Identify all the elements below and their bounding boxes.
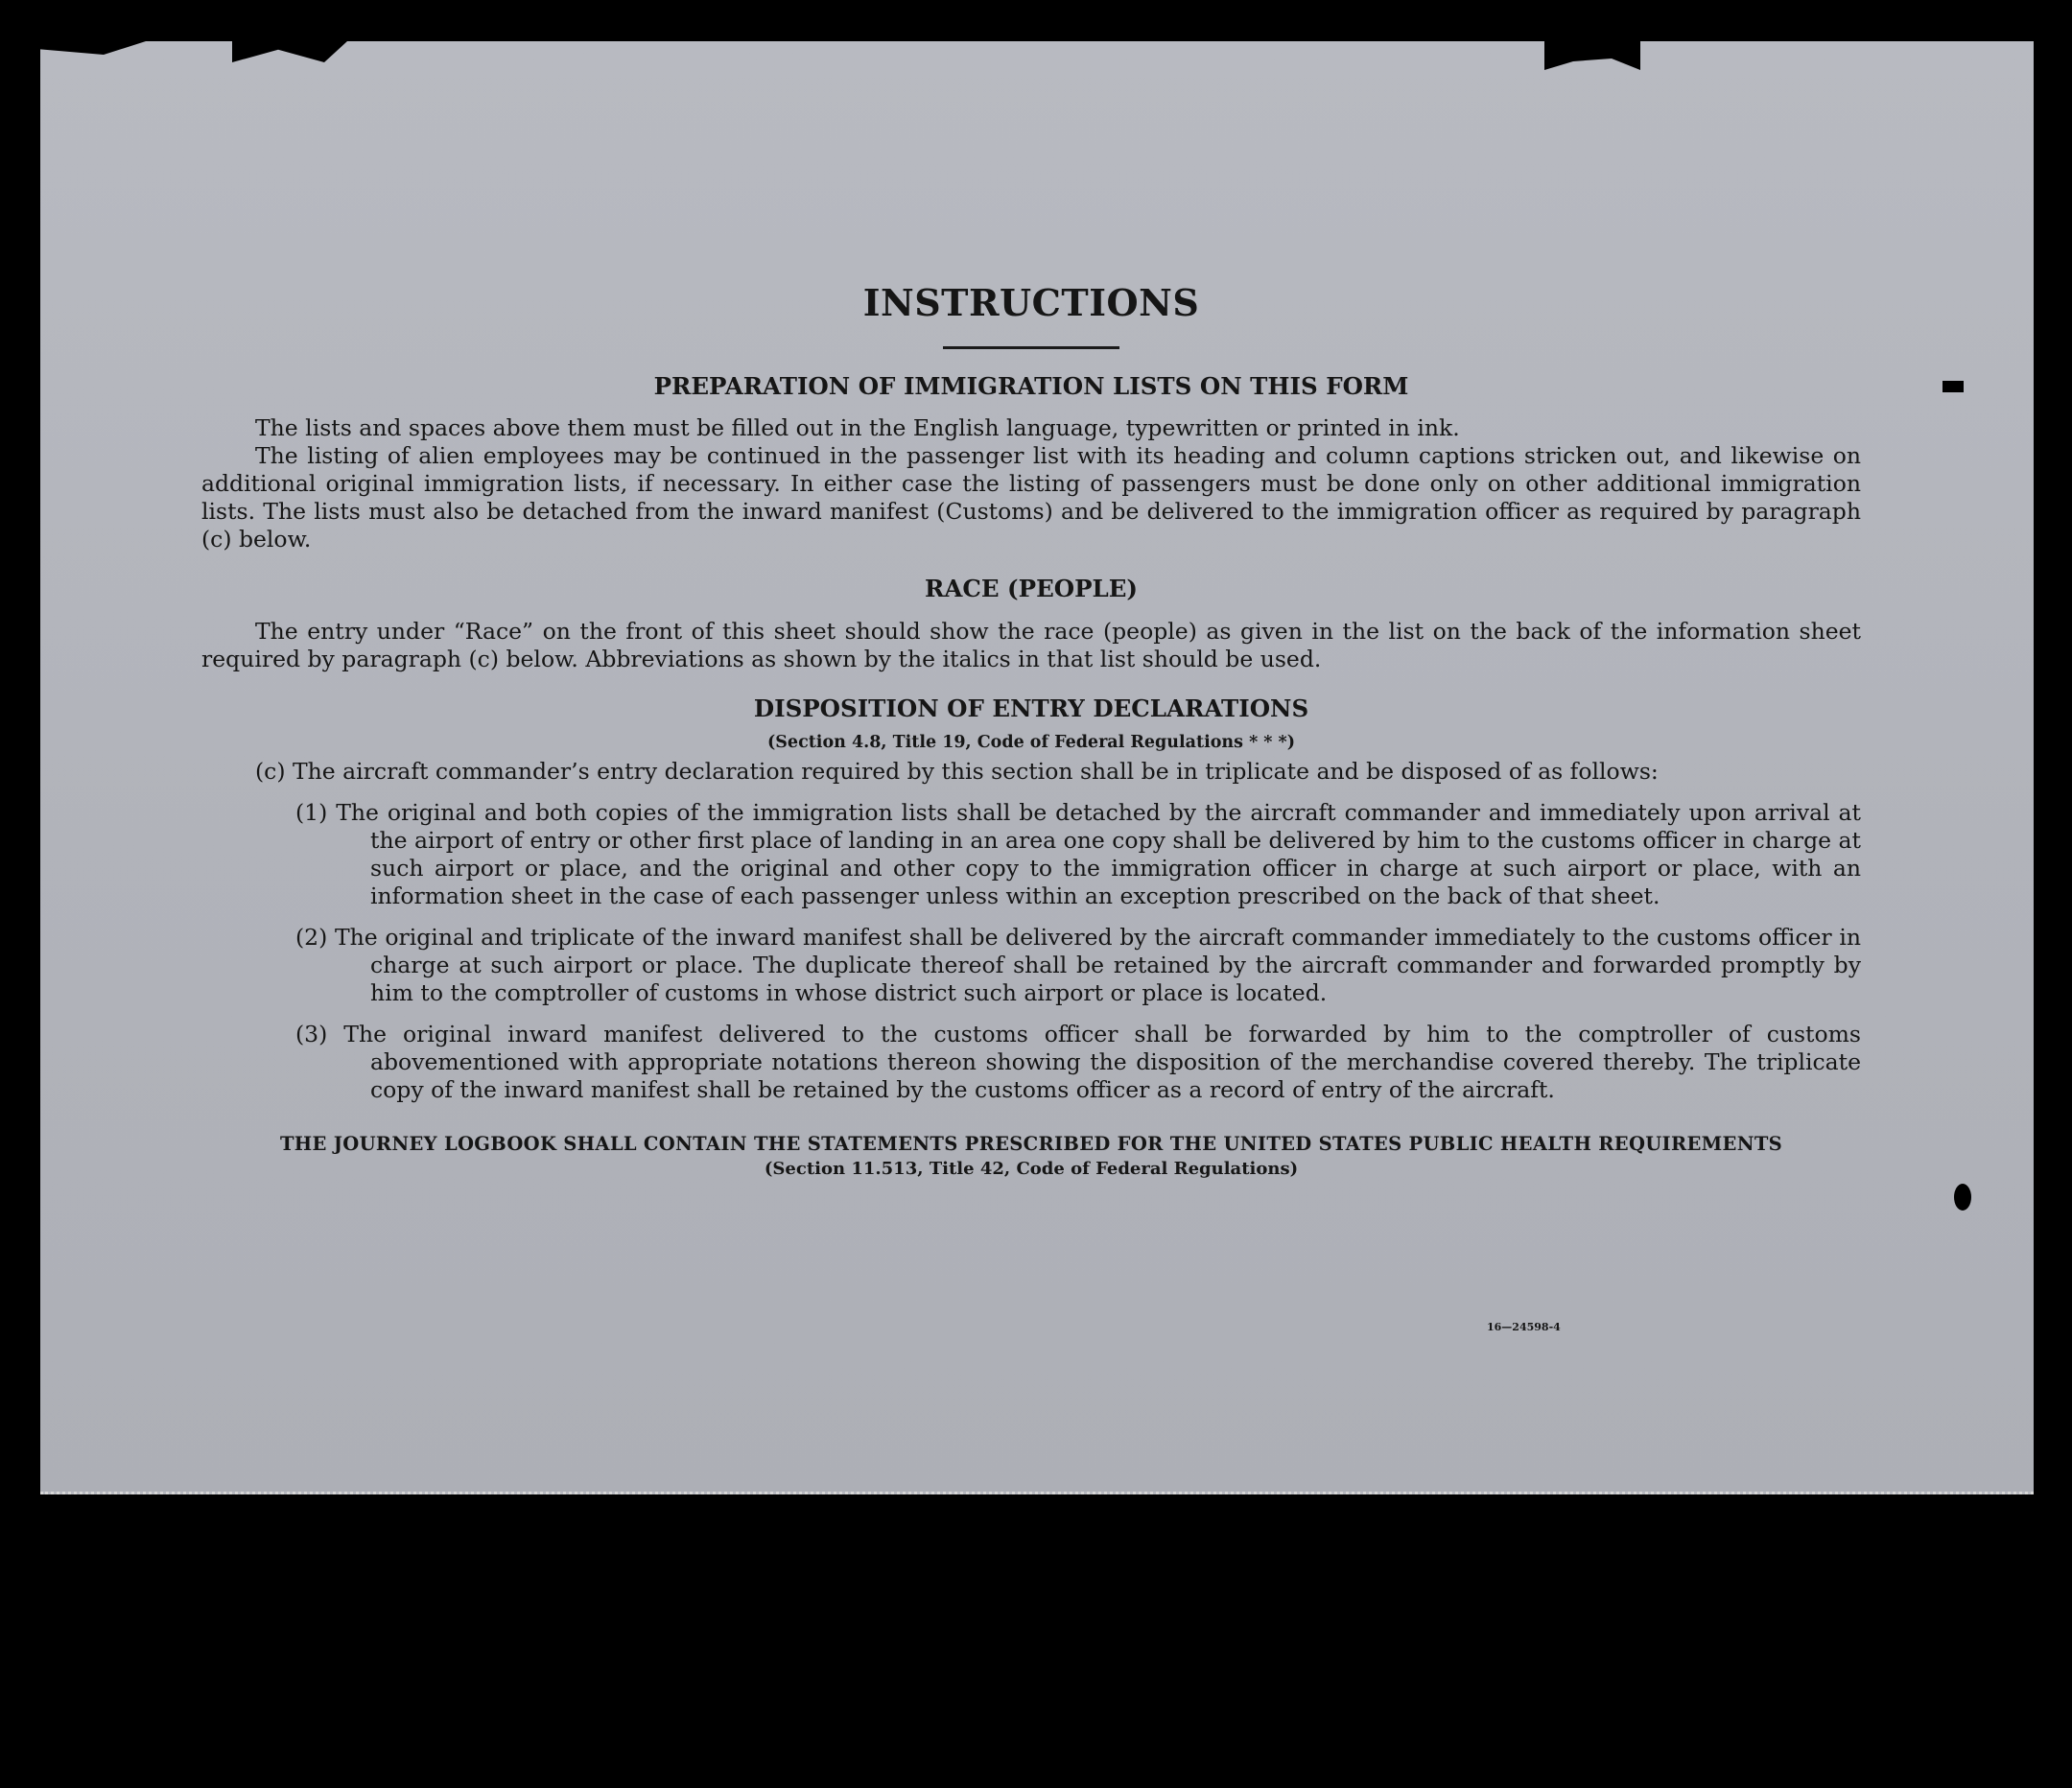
scan-mark <box>1954 1184 1971 1211</box>
scan-mark <box>1942 381 1964 392</box>
document-sheet <box>40 41 2034 1494</box>
disposition-item-1: (1) The original and both copies of the immigration lists shall be detached by the aircraft commander and immediately upon arrival at the airport of entry or other first place of landing in an area one copy shall be delivered by him to the customs officer in charge at such airport or place, and the original and other copy to the immigration officer in charge at such airport or place, with an information sheet in the case of each passenger unless within an exception prescribed on the back of that sheet. <box>295 799 1861 910</box>
preparation-heading: PREPARATION OF IMMIGRATION LISTS ON THIS FORM <box>653 371 1409 400</box>
race-paragraph: The entry under “Race” on the front of this sheet should show the race (people) as given in the list on the back of the information sheet required by paragraph (c) below. Abbreviations as shown by the italics in that list should be used. <box>201 617 1861 672</box>
preparation-paragraph-1: The lists and spaces above them must be filled out in the English language, typewritten or printed in ink. <box>255 414 1460 442</box>
disposition-item-2: (2) The original and triplicate of the inward manifest shall be delivered by the aircraft commander immediately to the customs officer in charge at such airport or place. The duplicate thereof shall be retained by the aircraft commander and forwarded promptly by him to the comptroller of customs in whose district such airport or place is located. <box>295 924 1861 1007</box>
footer-statement: THE JOURNEY LOGBOOK SHALL CONTAIN THE STATEMENTS PRESCRIBED FOR THE UNITED STATES PUBLIC HEALTH REQUIREMENTS <box>279 1133 1783 1156</box>
disposition-item-3: (3) The original inward manifest delivered to the customs officer shall be forwarded by him to the comptroller of customs abovementioned with appropriate notations thereon showing the disposition of the merchandise covered thereby. The triplicate copy of the inward manifest shall be retained by the customs officer as a record of entry of the aircraft. <box>295 1021 1861 1104</box>
torn-edge-left <box>40 41 146 55</box>
disposition-intro: (c) The aircraft commander’s entry declaration required by this section shall be in triplicate and be disposed of as follows: <box>255 758 1659 786</box>
title-rule <box>943 346 1119 349</box>
page-title: INSTRUCTIONS <box>862 281 1200 324</box>
form-number: 16—24598-4 <box>1487 1321 1561 1333</box>
race-heading: RACE (PEOPLE) <box>924 575 1139 603</box>
torn-edge-center <box>232 41 347 62</box>
disposition-heading: DISPOSITION OF ENTRY DECLARATIONS <box>753 694 1309 722</box>
footer-citation: (Section 11.513, Title 42, Code of Federal Regulations) <box>764 1159 1299 1180</box>
torn-edge-right <box>1544 41 1640 70</box>
instructions-content <box>201 252 1861 1179</box>
preparation-paragraph-2: The listing of alien employees may be continued in the passenger list with its heading and column captions stricken out, and likewise on additional original immigration lists, if necessary. In either case the listing of passengers must be done only on other additional immigration lists. The lists must also be detached from the inward manifest (Customs) and be delivered to the immigration officer as required by paragraph (c) below. <box>201 442 1861 553</box>
disposition-subheading: (Section 4.8, Title 19, Code of Federal Regulations * * *) <box>767 733 1295 753</box>
